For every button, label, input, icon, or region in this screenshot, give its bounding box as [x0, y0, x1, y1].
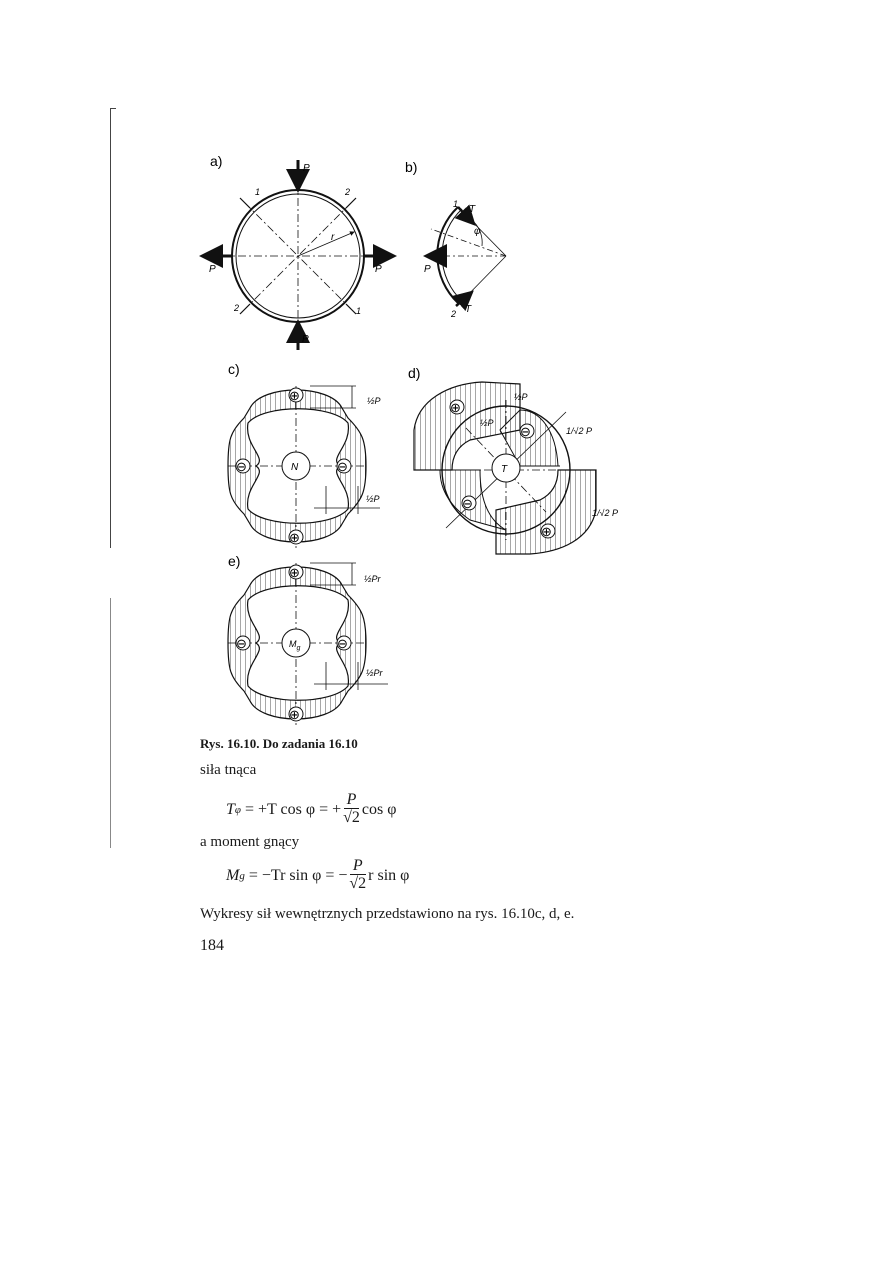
dim-d-inner: ½P: [480, 418, 494, 428]
shear-tail: cos φ: [361, 800, 397, 818]
section-1-top: 1: [255, 187, 261, 197]
dim-c-right: ½P: [366, 494, 380, 504]
minus-sign-e-left: ⊖: [236, 636, 247, 651]
shear-top-label: T: [469, 204, 476, 215]
shear-frac-den: √2: [343, 809, 360, 826]
panel-b-label: b): [405, 159, 418, 175]
section-2-top: 2: [345, 187, 351, 197]
dim-d-top: ½P: [514, 392, 528, 402]
minus-sign-c-left: ⊖: [236, 459, 247, 474]
section-2-b: 2: [451, 309, 457, 319]
panel-d-label: d): [408, 365, 421, 381]
load-right-label: P: [375, 264, 382, 275]
angle-label: φ: [474, 226, 481, 237]
load-top-label: P: [303, 163, 310, 174]
section-1-b: 1: [453, 199, 459, 209]
shear-lhs: T: [226, 800, 235, 818]
minus-sign-d-top: ⊖: [520, 424, 531, 439]
panel-e: [228, 563, 388, 725]
moment-frac-den: √2: [349, 875, 367, 892]
panel-e-label: e): [228, 553, 241, 569]
panel-a-label: a): [210, 153, 223, 169]
moment-tail: r sin φ: [368, 866, 410, 884]
panel-c: [228, 386, 380, 548]
moment-mid: = −Tr sin φ = −: [248, 866, 348, 884]
load-left-label: P: [209, 264, 216, 275]
panel-a: [202, 160, 394, 350]
minus-sign-c-right: ⊖: [337, 459, 348, 474]
dim-c-top: ½P: [367, 396, 381, 406]
moment-fraction: [349, 858, 366, 893]
shear-fraction: [343, 792, 360, 827]
section-2-bottom: 2: [234, 303, 240, 313]
plus-sign-d-top: ⊕: [450, 400, 461, 415]
dim-d-right: 1/√2 P: [566, 426, 592, 436]
load-b-label: P: [424, 264, 431, 275]
normal-force-label: N: [291, 462, 299, 473]
shear-equation: [226, 792, 396, 827]
moment-lhs-sub: g: [239, 869, 245, 882]
panel-b: [426, 207, 506, 306]
shear-bottom-label: T: [465, 304, 472, 315]
conclusion-text: Wykresy sił wewnętrznych przedstawiono na rys. 16.10c, d, e.: [200, 906, 575, 922]
moment-equation: [226, 858, 409, 893]
radius-label: r: [331, 232, 335, 243]
shear-lhs-sub: φ: [234, 803, 241, 816]
shear-mid: = +T cos φ = +: [245, 800, 342, 818]
page-number: 184: [200, 937, 224, 954]
minus-sign-e-right: ⊖: [337, 636, 348, 651]
figure-caption: Rys. 16.10. Do zadania 16.10: [200, 736, 358, 751]
moment-intro-text: a moment gnący: [200, 834, 300, 850]
plus-sign-c-bottom: ⊕: [289, 530, 300, 545]
shear-intro-text: siła tnąca: [200, 762, 257, 778]
shear-frac-num: P: [344, 792, 360, 809]
moment-lhs: M: [226, 866, 240, 884]
dim-d-bottom: 1/√2 P: [592, 508, 618, 518]
shear-force-label: T: [501, 464, 508, 475]
plus-sign-e-top: ⊕: [289, 565, 300, 580]
dim-e-right: ½Pr: [366, 668, 383, 678]
minus-sign-d-bottom: ⊖: [462, 496, 473, 511]
plus-sign-e-bottom: ⊕: [289, 707, 300, 722]
panel-c-label: c): [228, 361, 240, 377]
load-bottom-label: P: [302, 334, 309, 345]
bending-moment-label: $M_g$: [289, 639, 301, 652]
section-1-bottom: 1: [356, 306, 362, 316]
plus-sign-c-top: ⊕: [289, 388, 300, 403]
dim-e-top: ½Pr: [364, 574, 381, 584]
plus-sign-d-bottom: ⊕: [541, 524, 552, 539]
moment-frac-num: P: [350, 858, 366, 875]
